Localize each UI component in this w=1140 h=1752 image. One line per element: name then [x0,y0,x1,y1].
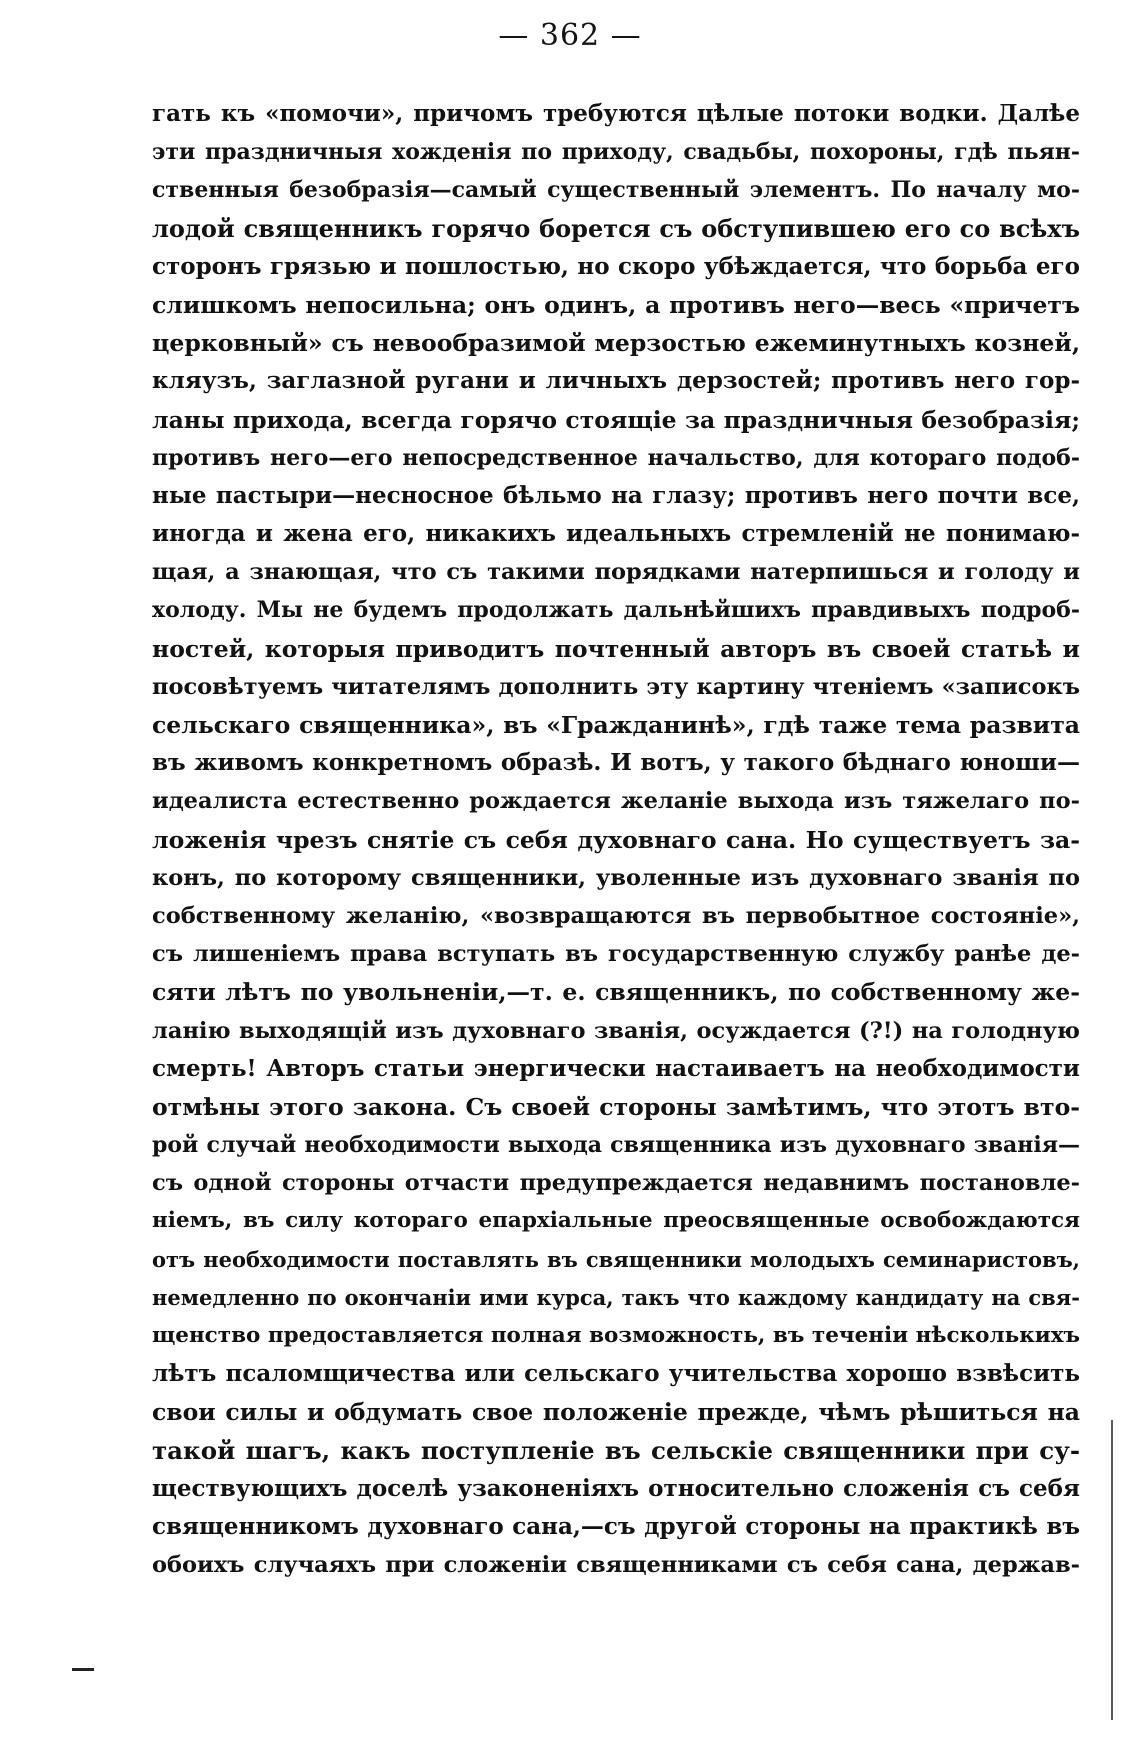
text-line: свои силы и обдумать свое положеніе прежде, чѣмъ рѣшиться на [152,1398,1080,1427]
text-line: отъ необходимости поставлять въ священники молодыхъ семинаристовъ, [152,1246,1080,1272]
text-line: посовѣтуемъ читателямъ дополнить эту картину чтеніемъ «записокъ [152,673,1080,700]
text-line: щенство предоставляется полная возможность, въ теченіи нѣсколькихъ [152,1323,1080,1348]
text-line: немедленно по окончаніи ими курса, такъ что каждому кандидату на свя- [152,1284,1080,1310]
text-line: собственному желанію, «возвращаются въ первобытное состояніе», [152,902,1080,929]
text-line: эти праздничныя хожденія по приходу, свадьбы, похороны, гдѣ пьян- [152,139,1080,166]
text-line: ществующихъ доселѣ узаконеніяхъ относительно сложенія съ себя [152,1474,1080,1502]
text-line: холоду. Мы не будемъ продолжать дальнѣйшихъ правдивыхъ подроб- [152,597,1080,624]
text-line: отмѣны этого закона. Съ своей стороны замѣтимъ, что этотъ вто- [152,1092,1080,1121]
text-line: сельскаго священника», въ «Гражданинѣ», гдѣ таже тема развита [152,711,1080,739]
body-text [152,95,1080,1584]
text-line: щая, а знающая, что съ такими порядками натерпишься и голоду и [152,559,1080,586]
text-line: смерть! Авторъ статьи энергически настаиваетъ на необходимости [152,1054,1080,1082]
text-line: ственныя безобразія—самый существенный элементъ. По началу мо- [152,177,1080,204]
text-line: ніемъ, въ силу котораго епархіальные преосвященные освобождаются [152,1208,1080,1234]
text-line: обоихъ случаяхъ при сложеніи священниками съ себя сана, держав- [152,1552,1080,1579]
text-line: ностей, которыя приводитъ почтенный авторъ въ своей статьѣ и [152,634,1080,663]
text-line: идеалиста естественно рождается желаніе выхода изъ тяжелаго по- [152,788,1080,815]
text-line: сторонъ грязью и пошлостью, но скоро убѣждается, что борьба его [152,252,1080,280]
text-line: противъ него—его непосредственное начальство, для котораго подоб- [152,444,1080,471]
text-line: ложенія чрезъ снятіе съ себя духовнаго сана. Но существуетъ за- [152,825,1080,854]
text-line: кляузъ, заглазной ругани и личныхъ дерзостей; противъ него гор- [152,367,1080,395]
text-line: съ одной стороны отчасти предупреждается недавнимъ постановле- [152,1170,1080,1197]
text-line: лѣтъ псаломщичества или сельскаго учительства хорошо взвѣсить [152,1360,1080,1388]
text-line: такой шагъ, какъ поступленіе въ сельскіе священники при су- [152,1435,1080,1465]
text-line: лодой священникъ горячо борется съ обступившею его со всѣхъ [152,213,1080,243]
text-line: иногда и жена его, никакихъ идеальныхъ стремленій не понимаю- [152,520,1080,548]
ink-speck [72,1668,94,1671]
text-line: рой случай необходимости выхода священника изъ духовнаго званія— [152,1132,1080,1159]
text-line: гать къ «помочи», причомъ требуются цѣлые потоки водки. Далѣе [152,100,1080,127]
page-number: — 362 — [498,18,642,53]
text-line: съ лишеніемъ права вступать въ государственную службу ранѣе де- [152,941,1080,968]
text-line: въ живомъ конкретномъ образѣ. И вотъ, у такого бѣднаго юноши— [152,749,1080,777]
text-line: церковный» съ невообразимой мерзостью ежеминутныхъ козней, [152,329,1080,358]
text-line: слишкомъ непосильна; онъ одинъ, а противъ него—весь «причетъ [152,290,1080,319]
text-line: ные пастыри—несносное бѣльмо на глазу; противъ него почти все, [152,481,1080,509]
text-line: конъ, по которому священники, уволенные изъ духовнаго званія по [152,864,1080,891]
text-line: священникомъ духовнаго сана,—съ другой стороны на практикѣ въ [152,1512,1080,1540]
text-line: сяти лѣтъ по увольненіи,—т. е. священникъ, по собственному же- [152,978,1080,1007]
text-line: ланію выходящій изъ духовнаго званія, осуждается (?!) на голодную [152,1017,1080,1044]
text-line: ланы прихода, всегда горячо стоящіе за праздничныя безобразія; [152,405,1080,434]
margin-rule [1111,1420,1113,1720]
